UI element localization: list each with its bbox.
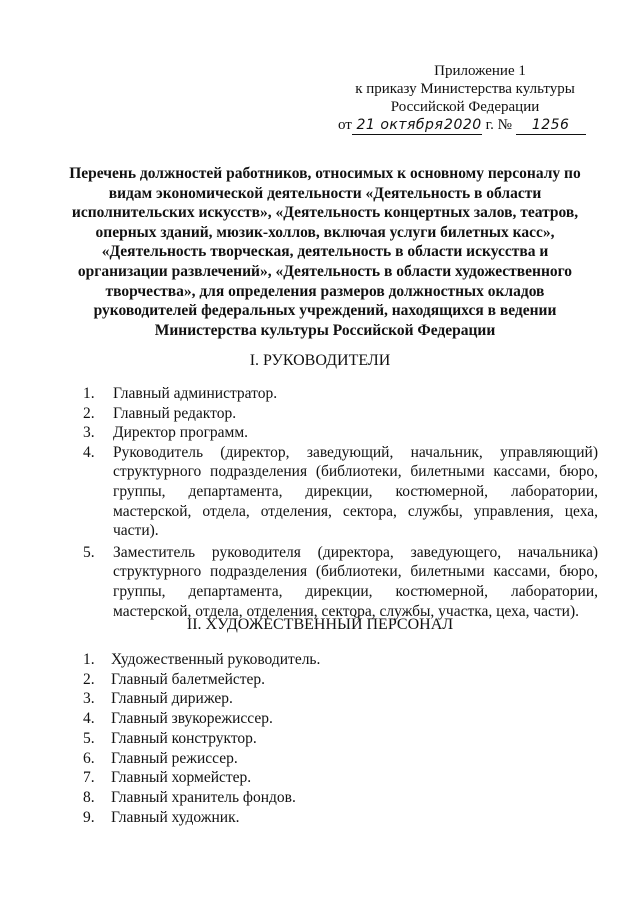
date-day: 21 [352, 116, 380, 135]
list-item: 9. Главный художник. [83, 808, 240, 826]
list-item: 5. Заместитель руководителя (директора, заведующего, начальника) структурного подразделения (библиотеки, билетными кассами, бюро, группы, департамента, дирекции, костюмерной, лаборатории, мастерской, отдела, отделения, сектора, службы, участка, цеха, части). [83, 543, 598, 620]
order-date-line [330, 116, 600, 135]
appendix-order-line: к приказу Министерства культуры [355, 81, 575, 97]
date-month: октября [380, 117, 444, 133]
appendix-label: Приложение 1 [434, 63, 526, 79]
date-prefix: от [338, 117, 352, 133]
appendix-header [330, 62, 600, 135]
section-heading-artistic-staff: II. ХУДОЖЕСТВЕННЫЙ ПЕРСОНАЛ [186, 616, 454, 633]
list-item: 6. Главный режиссер. [83, 749, 238, 767]
date-year: 2020 [444, 117, 482, 133]
section-heading-managers: I. РУКОВОДИТЕЛИ [249, 352, 391, 369]
list-item: 3. Главный дирижер. [83, 690, 233, 708]
artistic-staff-list [83, 650, 598, 827]
list-item: 4. Руководитель (директор, заведующий, начальник, управляющий) структурного подразделения (библиотеки, билетными кассами, бюро, группы, департамента, дирекции, костюмерной, лаборатории, мастерской, отдела, отделения, сектора, службы, управления, цеха, части). [83, 443, 598, 540]
appendix-federation-line: Российской Федерации [390, 99, 540, 115]
order-number: 1256 [516, 116, 586, 135]
list-item: 5. Главный конструктор. [83, 729, 257, 747]
list-item: 7. Главный хормейстер. [83, 769, 252, 787]
list-item: 2. Главный балетмейстер. [83, 670, 266, 688]
managers-list [83, 384, 598, 621]
list-item: 1. Художественный руководитель. [83, 651, 321, 668]
year-number-label: г. № [485, 117, 512, 133]
list-item: 8. Главный хранитель фондов. [83, 788, 296, 806]
list-item: 1. Главный администратор. [83, 385, 278, 402]
list-item: 3. Директор программ. [83, 424, 249, 442]
list-item: 4. Главный звукорежиссер. [83, 710, 273, 728]
document-title: Перечень должностей работников, относимых к основному персоналу по видам экономической деятельности «Деятельность в области исполнительских искусств», «Деятельность концертных залов, театров, оперных зданий, мюзик-холлов, включая услуги билетных касс», «Деятельность творческая, деятельность в области искусства и организации развлечений», «Деятельность в области художественного творчества», для определения размеров должностных окладов руководителей федеральных учреждений, находящихся в ведении Министерства культуры Российской Федерации [69, 165, 581, 339]
list-item: 2. Главный редактор. [83, 404, 237, 422]
